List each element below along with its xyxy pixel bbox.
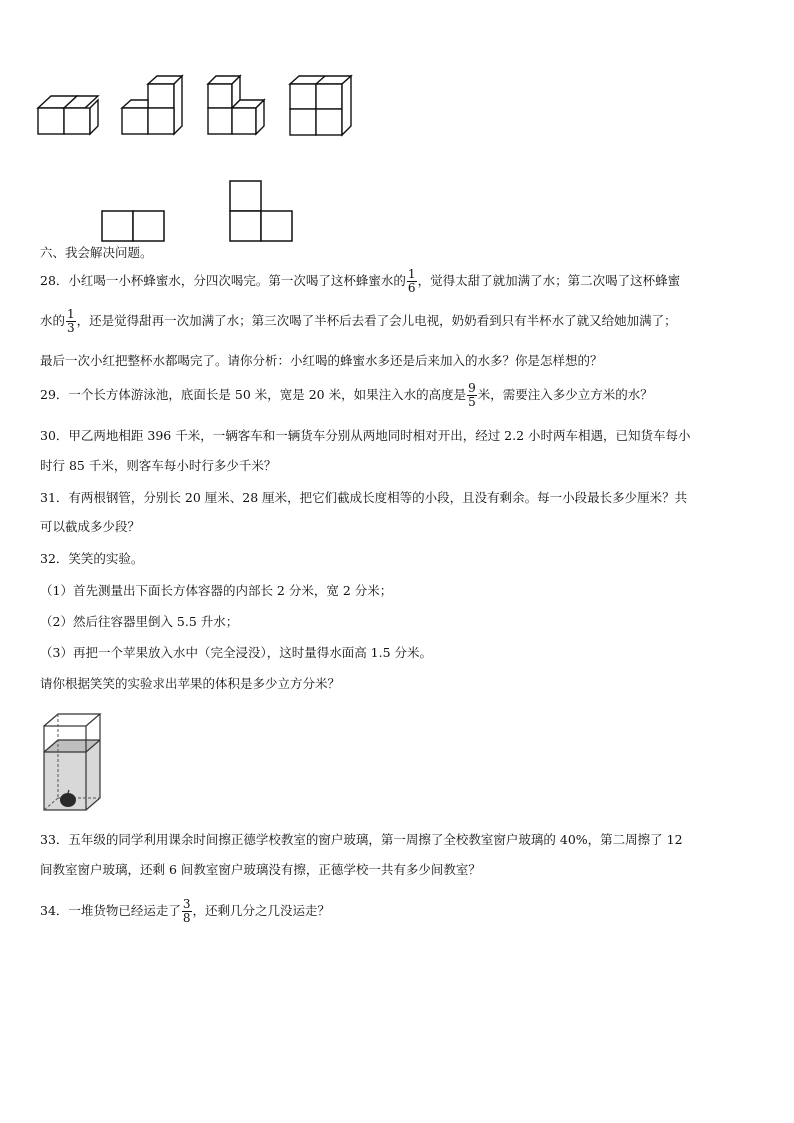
q28-text-2b: ，还是觉得甜再一次加满了水；第三次喝了半杯后去看了会儿电视，奶奶看到只有半杯水了就又给她加满了；	[76, 313, 677, 328]
cube-figure-1	[38, 92, 102, 136]
q31-line-2: 可以截成多少段？	[40, 519, 141, 534]
water-container-figure	[44, 712, 104, 814]
cube-figure-3	[206, 76, 270, 136]
q33-line-1: 33．五年级的同学利用课余时间擦正德学校教室的窗户玻璃，第一周擦了全校教室窗户玻璃的 40%，第二周擦了 12	[40, 832, 683, 847]
q31-line-1: 31．有两根钢管，分别长 20 厘米、28 厘米，把它们截成长度相等的小段，且没有剩余。每一小段最长多少厘米？共	[40, 490, 688, 505]
q28-line-2	[40, 308, 677, 335]
q28-text-1a: 28．小红喝一小杯蜂蜜水，分四次喝完。第一次喝了这杯蜂蜜水的	[40, 273, 406, 288]
q28-fraction-1: $\frac{1}{6}$	[407, 267, 416, 295]
q33-line-2: 间教室窗户玻璃，还剩 6 间教室窗户玻璃没有擦，正德学校一共有多少间教室？	[40, 862, 481, 877]
q32-step-3: （3）再把一个苹果放入水中（完全浸没），这时量得水面高 1.5 分米。	[40, 645, 433, 660]
q34-text-b: ，还剩几分之几没运走？	[192, 903, 331, 918]
q30-line-2: 时行 85 千米，则客车每小时行多少千米？	[40, 458, 277, 473]
q28-line-1	[40, 268, 680, 295]
q29-line	[40, 382, 653, 409]
view-figure-l-shape	[229, 180, 295, 244]
q32-title: 32．笑笑的实验。	[40, 551, 144, 566]
q32-step-1: （1）首先测量出下面长方体容器的内部长 2 分米，宽 2 分米；	[40, 583, 393, 598]
q30-line-1: 30．甲乙两地相距 396 千米，一辆客车和一辆货车分别从两地同时相对开出，经过 2.2 小时两车相遇，已知货车每小	[40, 428, 691, 443]
q29-text-b: 米，需要注入多少立方米的水？	[477, 387, 653, 402]
q32-step-2: （2）然后往容器里倒入 5.5 升水；	[40, 614, 239, 629]
q29-text-a: 29．一个长方体游泳池，底面长是 50 米，宽是 20 米，如果注入水的高度是	[40, 387, 467, 402]
view-figure-two-squares	[101, 210, 167, 244]
cube-figure-2	[122, 76, 184, 136]
apple	[60, 793, 76, 807]
q34-line	[40, 898, 330, 925]
q28-text-2a: 水的	[40, 313, 66, 328]
q28-line-3: 最后一次小红把整杯水都喝完了。请你分析：小红喝的蜂蜜水多还是后来加入的水多？你是怎样想的？	[40, 353, 603, 368]
q29-fraction: $\frac{9}{5}$	[468, 381, 476, 409]
q28-fraction-2: $\frac{1}{3}$	[67, 307, 75, 335]
q28-text-1b: ，觉得太甜了就加满了水；第二次喝了这杯蜂蜜	[417, 273, 681, 288]
section-title: 六、我会解决问题。	[40, 245, 153, 260]
q32-question: 请你根据笑笑的实验求出苹果的体积是多少立方分米？	[40, 676, 341, 691]
cube-figure-4	[290, 76, 352, 138]
q34-fraction: $\frac{3}{8}$	[182, 897, 191, 925]
q34-text-a: 34．一堆货物已经运走了	[40, 903, 181, 918]
